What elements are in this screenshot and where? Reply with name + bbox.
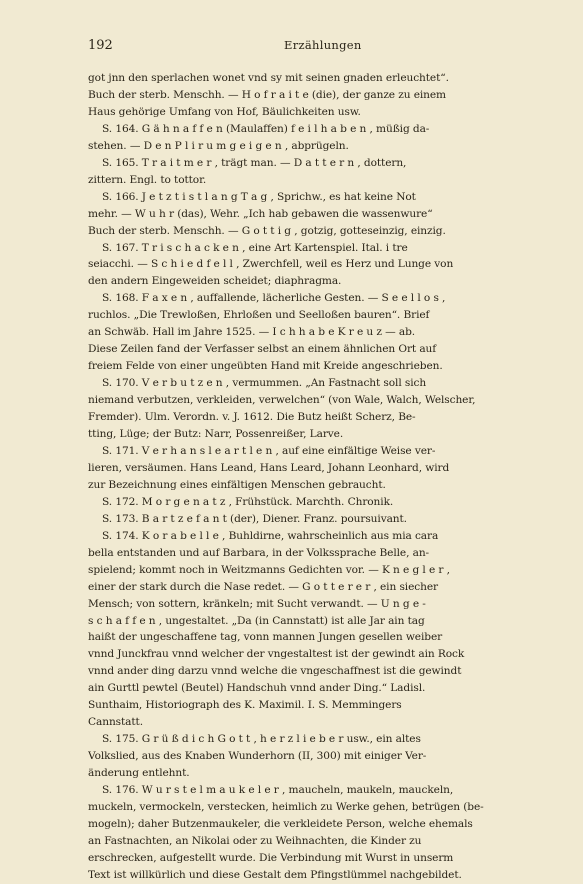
text-line: S. 173. B a r t z e f a n t (der), Diener. Franz. poursuivant. [102, 512, 407, 525]
text-line: haißt der ungeschaffene tag, vonn mannen Jungen gesellen weiber [88, 631, 443, 644]
running-title: Erzählungen [284, 38, 362, 52]
text-line: mogeln); daher Butzenmaukeler, die verkleidete Person, welche ehemals [88, 817, 473, 830]
text-line: S. 166. J e t z t i s t l a n g T a g , Sprichw., es hat keine Not [102, 190, 416, 203]
text-line: zittern. Engl. to tottor. [88, 173, 207, 186]
text-line: S. 164. G ä h n a f f e n (Maulaffen) f e i l h a b e n , müßig da- [102, 122, 430, 135]
text-line: an Schwäb. Hall im Jahre 1525. — I c h h a b e K r e u z — ab. [88, 326, 416, 339]
text-line: Cannstatt. [88, 716, 143, 729]
text-line: Buch der sterb. Menschh. — H o f r a i t e (die), der ganze zu einem [88, 88, 447, 101]
text-line: Sunthaim, Historiograph des K. Maximil. I. S. Memmingers [88, 699, 402, 712]
text-line: stehen. — D e n P l i r u m g e i g e n , abprügeln. [88, 139, 349, 152]
text-line: Mensch; von sottern, kränkeln; mit Sucht verwandt. — U n g e - [88, 597, 426, 610]
text-line: S. 174. K o r a b e l l e , Buhldirne, wahrscheinlich aus mia cara [102, 529, 439, 542]
text-line: S. 165. T r a i t m e r , trägt man. — D a t t e r n , dottern, [102, 156, 407, 169]
text-line: ain Gurttl pewtel (Beutel) Handschuh vnnd ander Ding.“ Ladisl. [88, 682, 426, 695]
page-number: 192 [88, 38, 113, 53]
text-line: lieren, versäumen. Hans Leand, Hans Leard, Johann Leonhard, wird [88, 461, 450, 474]
body-text [88, 70, 547, 884]
text-line: freiem Felde von einer ungeübten Hand mit Kreide angeschrieben. [88, 360, 443, 373]
text-line: einer der stark durch die Nase redet. — G o t t e r e r , ein siecher [88, 580, 438, 593]
text-line: got jnn den sperlachen wonet vnd sy mit seinen gnaden erleuchtet“. [88, 72, 449, 84]
text-line: Diese Zeilen fand der Verfasser selbst an einem ähnlichen Ort auf [88, 343, 437, 356]
text-line: Text ist willkürlich und diese Gestalt dem Pfingstlümmel nachgebildet. [88, 868, 462, 881]
text-line: änderung entlehnt. [88, 767, 190, 780]
text-line: S. 171. V e r h a n s l e a r t l e n , auf eine einfältige Weise ver- [102, 444, 436, 457]
text-line: erschrecken, aufgestellt wurde. Die Verbindung mit Wurst in unserm [88, 851, 454, 864]
text-line: Volkslied, aus des Knaben Wunderhorn (II, 300) mit einiger Ver- [88, 750, 427, 763]
page-header [88, 38, 547, 60]
text-line: s c h a f f e n , ungestaltet. „Da (in Cannstatt) ist alle Jar ain tag [88, 614, 425, 627]
text-line: vnnd Junckfrau vnnd welcher der vngestaltest ist der gewindt ain Rock [88, 648, 465, 661]
text-line: seiacchi. — S c h i e d f e l l , Zwerchfell, weil es Herz und Lunge von [88, 258, 454, 271]
text-line: an Fastnachten, an Nikolai oder zu Weihnachten, die Kinder zu [88, 834, 422, 847]
text-line: Buch der sterb. Menschh. — G o t t i g , gotzig, gotteseinzig, einzig. [88, 224, 446, 237]
text-line: vnnd ander ding darzu vnnd welche die vngeschaffnest ist die gewindt [88, 665, 462, 678]
text-line: S. 168. F a x e n , auffallende, lächerliche Gesten. — S e e l l o s , [102, 292, 446, 305]
text-line: spielend; kommt noch in Weitzmanns Gedichten vor. — K n e g l e r , [88, 563, 450, 576]
text-line: Fremder). Ulm. Verordn. v. J. 1612. Die Butz heißt Scherz, Be- [88, 411, 416, 424]
text-line: muckeln, vermockeln, verstecken, heimlich zu Werke gehen, betrügen (be- [88, 800, 484, 813]
text-line: S. 172. M o r g e n a t z , Frühstück. Marchth. Chronik. [102, 495, 394, 508]
text-line: Haus gehörige Umfang von Hof, Bäulichkeiten usw. [88, 105, 361, 118]
text-line: mehr. — W u h r (das), Wehr. „Ich hab gebawen die wassenwure“ [88, 207, 433, 220]
text-line: S. 170. V e r b u t z e n , vermummen. „An Fastnacht soll sich [102, 377, 427, 390]
text-line: S. 176. W u r s t e l m a u k e l e r , maucheln, maukeln, mauckeln, [102, 784, 454, 797]
text-line: tting, Lüge; der Butz: Narr, Possenreißer, Larve. [88, 428, 344, 441]
text-line: bella entstanden und auf Barbara, in der Volkssprache Belle, an- [88, 546, 430, 559]
text-line: S. 167. T r i s c h a c k e n , eine Art Kartenspiel. Ital. i tre [102, 241, 408, 254]
text-line: niemand verbutzen, verkleiden, verwelchen“ (von Wale, Walch, Welscher, [88, 394, 476, 407]
text-line: den andern Eingeweiden scheidet; diaphragma. [88, 275, 342, 288]
text-line: ruchlos. „Die Trewloßen, Ehrloßen und Seelloßen bauren“. Brief [88, 309, 430, 322]
text-line: S. 175. G r ü ß d i c h G o t t , h e r z l i e b e r usw., ein altes [102, 733, 421, 746]
text-line: zur Bezeichnung eines einfältigen Menschen gebraucht. [88, 478, 386, 491]
